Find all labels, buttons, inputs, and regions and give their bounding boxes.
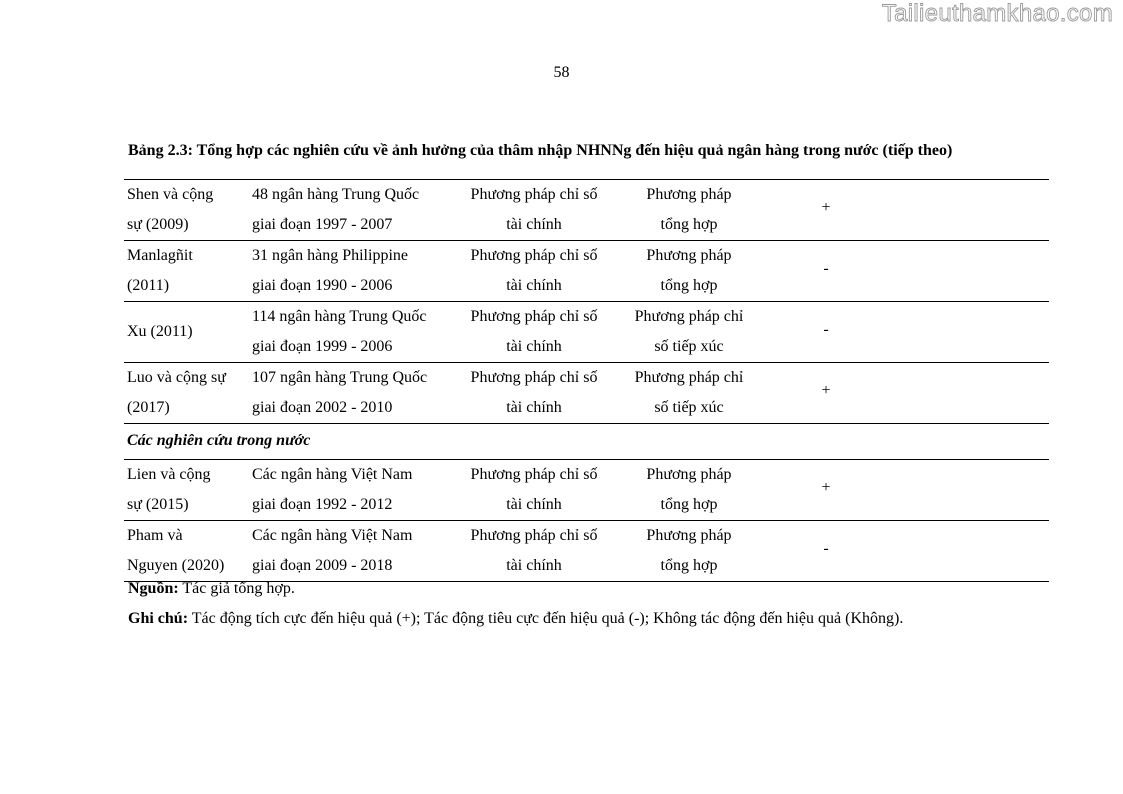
measure-cell <box>614 363 764 423</box>
measure-cell-line: số tiếp xúc <box>654 338 724 355</box>
author-cell-line: (2017) <box>127 399 170 416</box>
method-cell-line: Phương pháp chỉ số <box>470 247 598 264</box>
sample-cell <box>252 302 457 362</box>
sample-cell <box>252 460 457 520</box>
sample-cell-line: giai đoạn 2009 - 2018 <box>252 557 393 574</box>
author-cell-line: Pham và <box>127 527 183 544</box>
measure-cell <box>614 460 764 520</box>
section-title: Các nghiên cứu trong nước <box>127 432 311 449</box>
source-text: Tác giả tổng hợp. <box>178 580 295 597</box>
sample-cell <box>252 241 457 301</box>
remark-label: Ghi chú: <box>128 610 189 627</box>
sample-cell-line: giai đoạn 1992 - 2012 <box>252 496 393 513</box>
method-cell-line: Phương pháp chỉ số <box>470 186 598 203</box>
sample-cell <box>252 521 457 581</box>
measure-cell-line: Phương pháp chỉ <box>634 308 744 325</box>
effect-cell: + <box>821 479 831 496</box>
table-row <box>124 301 1049 362</box>
remark-text: Tác động tích cực đến hiệu quả (+); Tác động tiêu cực đến hiệu quả (-); Không tác động đến hiệu quả (Không). <box>188 610 904 627</box>
method-cell-line: Phương pháp chỉ số <box>470 527 598 544</box>
effect-cell: + <box>821 199 831 216</box>
method-cell-line: tài chính <box>506 338 562 355</box>
sample-cell-line: 48 ngân hàng Trung Quốc <box>252 186 420 203</box>
watermark: Tailieuthamkhao.com <box>881 0 1113 27</box>
author-cell <box>127 180 249 240</box>
method-cell <box>459 241 609 301</box>
measure-cell-line: tổng hợp <box>660 557 718 574</box>
measure-cell-line: Phương pháp <box>646 186 732 203</box>
sample-cell-line: Các ngân hàng Việt Nam <box>252 466 413 483</box>
effect-cell: - <box>823 321 829 338</box>
method-cell-line: Phương pháp chỉ số <box>470 308 598 325</box>
sample-cell-line: giai đoạn 1997 - 2007 <box>252 216 393 233</box>
table-row <box>124 520 1049 582</box>
method-cell <box>459 460 609 520</box>
sample-cell <box>252 180 457 240</box>
studies-table <box>124 179 1049 582</box>
method-cell-line: tài chính <box>506 399 562 416</box>
measure-cell-line: Phương pháp <box>646 527 732 544</box>
method-cell-line: tài chính <box>506 216 562 233</box>
measure-cell <box>614 521 764 581</box>
author-cell-line: (2011) <box>127 277 170 294</box>
measure-cell <box>614 241 764 301</box>
source-note <box>128 577 295 601</box>
author-cell <box>127 521 249 581</box>
table-caption: Bảng 2.3: Tổng hợp các nghiên cứu về ảnh hưởng của thâm nhập NHNNg đến hiệu quả ngân hàng trong nước (tiếp theo) <box>128 142 953 159</box>
author-cell-line: sự (2015) <box>127 496 189 513</box>
method-cell <box>459 180 609 240</box>
method-cell <box>459 521 609 581</box>
measure-cell-line: Phương pháp chỉ <box>634 369 744 386</box>
measure-cell-line: Phương pháp <box>646 247 732 264</box>
section-row-domestic <box>124 423 1049 459</box>
author-cell-line: sự (2009) <box>127 216 189 233</box>
method-cell <box>459 363 609 423</box>
measure-cell <box>614 302 764 362</box>
effect-cell: + <box>821 382 831 399</box>
measure-cell-line: tổng hợp <box>660 496 718 513</box>
measure-cell-line: số tiếp xúc <box>654 399 724 416</box>
sample-cell-line: Các ngân hàng Việt Nam <box>252 527 413 544</box>
sample-cell-line: giai đoạn 1990 - 2006 <box>252 277 393 294</box>
measure-cell <box>614 180 764 240</box>
sample-cell-line: giai đoạn 1999 - 2006 <box>252 338 393 355</box>
method-cell-line: Phương pháp chỉ số <box>470 369 598 386</box>
effect-cell: - <box>823 540 829 557</box>
author-cell-line: Shen và cộng <box>127 186 214 203</box>
author-cell <box>127 460 249 520</box>
sample-cell-line: giai đoạn 2002 - 2010 <box>252 399 393 416</box>
author-cell <box>127 363 249 423</box>
author-cell-line: Nguyen (2020) <box>127 557 225 574</box>
method-cell <box>459 302 609 362</box>
page-number: 58 <box>553 64 570 81</box>
measure-cell-line: Phương pháp <box>646 466 732 483</box>
sample-cell-line: 107 ngân hàng Trung Quốc <box>252 369 428 386</box>
method-cell-line: tài chính <box>506 496 562 513</box>
measure-cell-line: tổng hợp <box>660 277 718 294</box>
author-cell-line: Luo và cộng sự <box>127 369 226 386</box>
table-row <box>124 459 1049 520</box>
remark-note <box>128 607 903 631</box>
author-cell <box>127 317 249 347</box>
table-row <box>124 179 1049 240</box>
table-row <box>124 362 1049 423</box>
author-cell-line: Manlagñit <box>127 247 193 264</box>
sample-cell <box>252 363 457 423</box>
measure-cell-line: tổng hợp <box>660 216 718 233</box>
method-cell-line: tài chính <box>506 277 562 294</box>
effect-cell: - <box>823 260 829 277</box>
sample-cell-line: 31 ngân hàng Philippine <box>252 247 408 264</box>
author-cell-line: Xu (2011) <box>127 323 193 340</box>
method-cell-line: Phương pháp chỉ số <box>470 466 598 483</box>
method-cell-line: tài chính <box>506 557 562 574</box>
author-cell <box>127 241 249 301</box>
author-cell-line: Lien và cộng <box>127 466 211 483</box>
sample-cell-line: 114 ngân hàng Trung Quốc <box>252 308 427 325</box>
table-row <box>124 240 1049 301</box>
source-label: Nguồn: <box>128 580 179 597</box>
